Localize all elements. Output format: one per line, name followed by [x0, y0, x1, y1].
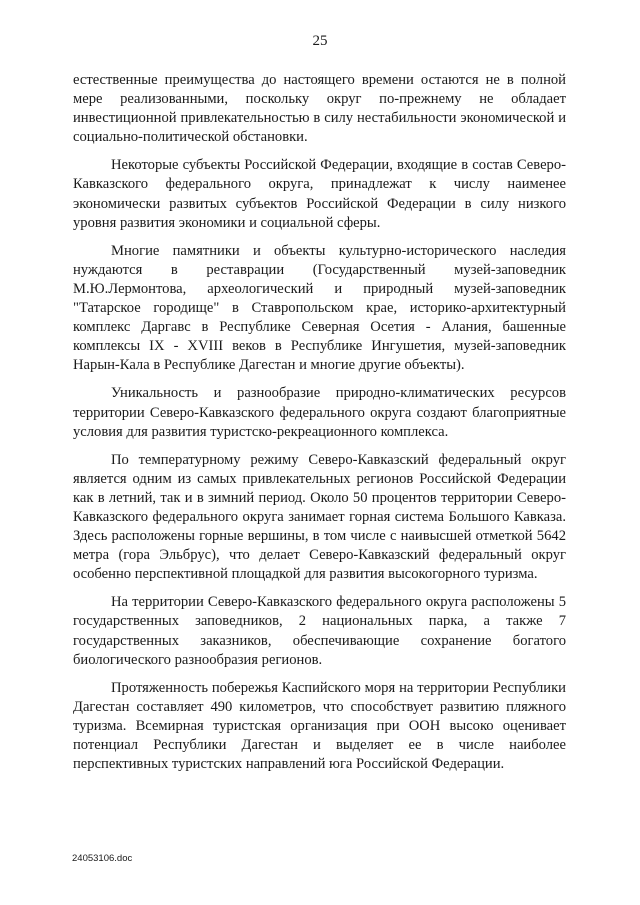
page-number: 25 [312, 33, 328, 49]
paragraph: Уникальность и разнообразие природно-климатических ресурсов территории Северо-Кавказского федерального округа создают благоприятные условия для развития туристско-рекреационного комплекса. [73, 385, 566, 440]
document-file-id: 24053106.doc [72, 853, 133, 864]
paragraph: На территории Северо-Кавказского федерального округа расположены 5 государственных заповедников, 2 национальных парка, а также 7 государственных заказников, обеспечивающие сохранение богатого биологического разнообразия регионов. [73, 594, 566, 668]
paragraph: Некоторые субъекты Российской Федерации, входящие в состав Северо-Кавказского федерального округа, принадлежат к числу наименее экономически развитых субъектов Российской Федерации в силу низкого уровня развития экономики и социальной сферы. [73, 157, 566, 231]
paragraph: Многие памятники и объекты культурно-исторического наследия нуждаются в реставрации (Государственный музей-заповедник М.Ю.Лермонтова, археологический и природный музей-заповедник "Татарское городище" в Ставропольском крае, историко-архитектурный комплекс Даргавс в Республике Северная Осетия - Алания, башенные комплексы IX - XVIII веков в Республике Ингушетия, музей-заповедник Нарын-Кала в Республике Дагестан и многие другие объекты). [73, 242, 566, 374]
document-body [73, 71, 566, 774]
paragraph-continuation: естественные преимущества до настоящего времени остаются не в полной мере реализованными, поскольку округ по-прежнему не обладает инвестиционной привлекательностью в силу нестабильности экономической и социально-политической обстановки. [73, 72, 566, 146]
paragraph: Протяженность побережья Каспийского моря на территории Республики Дагестан составляет 490 километров, что способствует развитию пляжного туризма. Всемирная туристская организация при ООН высоко оценивает потенциал Республики Дагестан и выделяет ее в числе наиболее перспективных туристских направлений юга Российской Федерации. [73, 679, 566, 773]
paragraph: По температурному режиму Северо-Кавказский федеральный округ является одним из самых привлекательных регионов Российской Федерации как в летний, так и в зимний период. Около 50 процентов территории Северо-Кавказского федерального округа занимает горная система Большого Кавказа. Здесь расположены горные вершины, в том числе с наивысшей отметкой 5642 метра (гора Эльбрус), что делает Северо-Кавказский федеральный округ особенно перспективной площадкой для развития высокогорного туризма. [73, 451, 566, 583]
